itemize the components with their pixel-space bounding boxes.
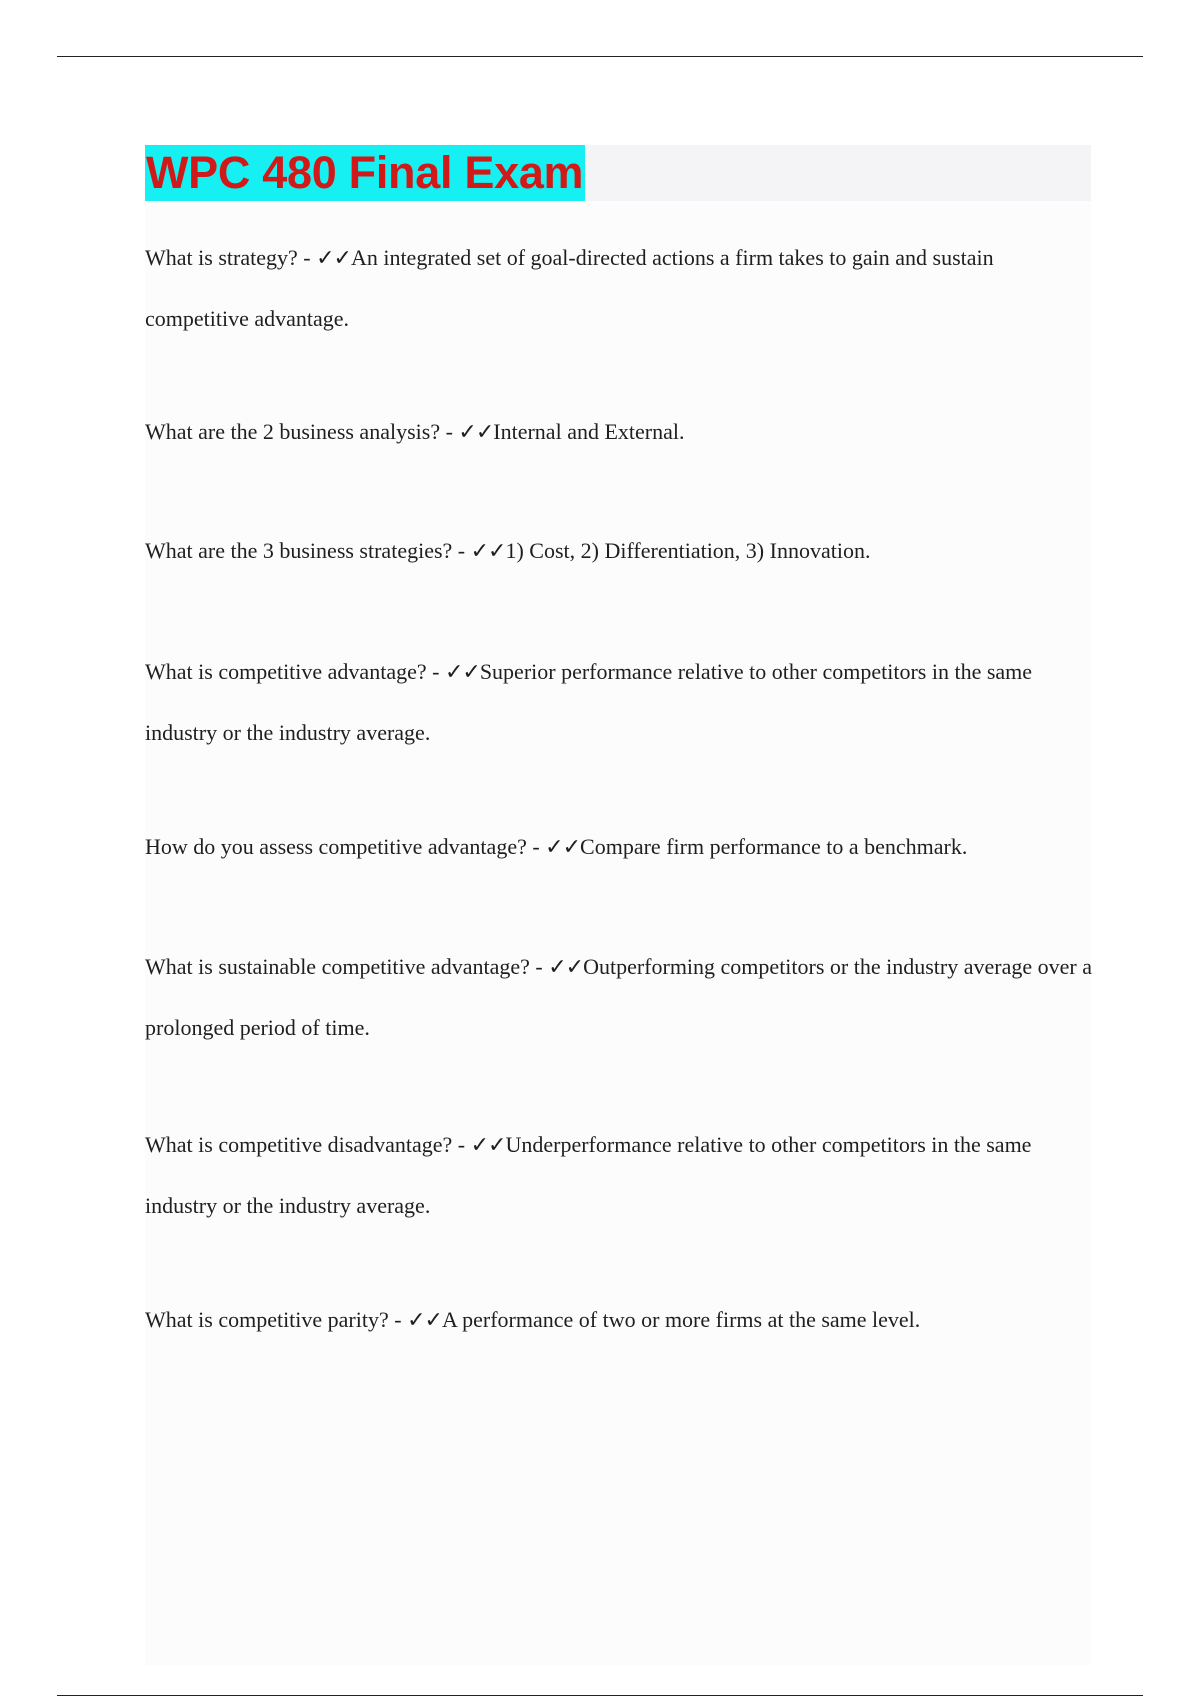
double-check-icon: ✓✓ [470, 1133, 506, 1158]
double-check-icon: ✓✓ [316, 246, 351, 271]
qa-item-strategy [145, 228, 1095, 349]
top-rule [57, 56, 1143, 57]
question: What is sustainable competitive advantage? [145, 954, 530, 979]
question: What are the 2 business analysis? [145, 419, 441, 444]
separator: - [426, 659, 445, 684]
document-title: WPC 480 Final Exam [145, 145, 585, 201]
double-check-icon: ✓✓ [545, 835, 581, 860]
separator: - [529, 954, 549, 979]
question: How do you assess competitive advantage? [145, 834, 527, 859]
answer: Outperforming competitors or the industry average over a prolonged period of time. [145, 954, 1092, 1040]
separator: - [440, 419, 459, 444]
question: What are the 3 business strategies? [145, 538, 453, 563]
qa-item-business-strategies [145, 521, 1095, 582]
separator: - [452, 538, 471, 563]
question: What is competitive disadvantage? [145, 1132, 453, 1157]
answer: 1) Cost, 2) Differentiation, 3) Innovation. [505, 538, 871, 563]
question: What is competitive parity? [145, 1307, 389, 1332]
bottom-rule [57, 1695, 1143, 1696]
separator: - [452, 1132, 471, 1157]
qa-item-business-analysis [145, 402, 1095, 463]
question: What is competitive advantage? [145, 659, 427, 684]
qa-item-competitive-parity [145, 1290, 1095, 1351]
double-check-icon: ✓✓ [548, 955, 584, 980]
answer: Underperformance relative to other competitors in the same industry or the industry average. [145, 1132, 1032, 1218]
double-check-icon: ✓✓ [444, 660, 480, 685]
answer: Internal and External. [493, 419, 685, 444]
answer: Compare firm performance to a benchmark. [580, 834, 968, 859]
qa-item-assess-advantage [145, 817, 1095, 878]
double-check-icon: ✓✓ [470, 539, 506, 564]
qa-item-competitive-disadvantage [145, 1115, 1095, 1236]
question: What is strategy? [145, 245, 298, 270]
qa-item-competitive-advantage [145, 642, 1095, 763]
qa-item-sustainable-advantage [145, 937, 1095, 1058]
separator: - [388, 1307, 408, 1332]
answer: Superior performance relative to other competitors in the same industry or the industry average. [145, 659, 1033, 745]
separator: - [297, 245, 317, 270]
separator: - [526, 834, 546, 859]
double-check-icon: ✓✓ [407, 1308, 442, 1333]
answer: A performance of two or more firms at the same level. [441, 1307, 921, 1332]
document-page [145, 145, 1091, 1665]
double-check-icon: ✓✓ [458, 420, 494, 445]
title-band [145, 145, 1091, 201]
answer: An integrated set of goal-directed actions a firm takes to gain and sustain competitive advantage. [145, 245, 994, 331]
